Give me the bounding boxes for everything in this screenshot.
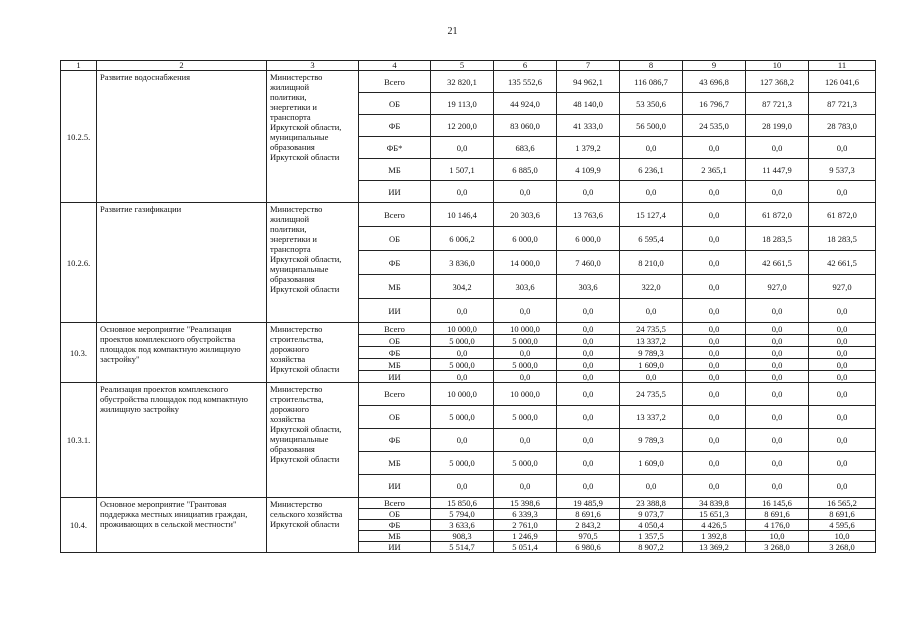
amount-cell: 6 980,6 [557,542,620,553]
amount-cell: 0,0 [809,335,876,347]
amount-cell: 14 000,0 [494,251,557,275]
item-code: 10.3. [61,323,97,383]
amount-cell: 0,0 [620,475,683,498]
amount-cell: 28 199,0 [746,115,809,137]
amount-cell: 6 000,0 [557,227,620,251]
funding-source: ФБ [359,251,431,275]
amount-cell: 0,0 [620,137,683,159]
amount-cell: 41 333,0 [557,115,620,137]
funding-source: МБ [359,159,431,181]
amount-cell: 13 369,2 [683,542,746,553]
amount-cell: 135 552,6 [494,71,557,93]
amount-cell: 970,5 [557,531,620,542]
amount-cell: 0,0 [494,299,557,323]
amount-cell: 927,0 [746,275,809,299]
table-row [61,323,876,335]
amount-cell: 0,0 [494,429,557,452]
amount-cell: 0,0 [557,383,620,406]
amount-cell: 13 337,2 [620,406,683,429]
amount-cell: 6 339,3 [494,509,557,520]
amount-cell: 0,0 [683,299,746,323]
funding-source: ФБ [359,429,431,452]
amount-cell: 0,0 [557,371,620,383]
amount-cell: 0,0 [557,347,620,359]
funding-source: МБ [359,275,431,299]
table-row [61,383,876,406]
budget-table [60,60,876,553]
amount-cell: 13 763,6 [557,203,620,227]
amount-cell: 116 086,7 [620,71,683,93]
funding-source: ОБ [359,509,431,520]
amount-cell: 2 843,2 [557,520,620,531]
amount-cell: 19 113,0 [431,93,494,115]
column-number: 8 [620,61,683,71]
amount-cell: 0,0 [683,137,746,159]
amount-cell: 0,0 [494,347,557,359]
amount-cell: 0,0 [746,137,809,159]
amount-cell: 24 735,5 [620,383,683,406]
amount-cell: 0,0 [557,429,620,452]
amount-cell: 0,0 [809,323,876,335]
amount-cell: 0,0 [431,475,494,498]
funding-source: Всего [359,383,431,406]
item-executor: Министерство строительства, дорожного хозяйства Иркутской области [267,323,359,383]
amount-cell: 87 721,3 [746,93,809,115]
amount-cell: 9 537,3 [809,159,876,181]
amount-cell: 0,0 [557,359,620,371]
amount-cell: 61 872,0 [809,203,876,227]
amount-cell: 20 303,6 [494,203,557,227]
funding-source: Всего [359,498,431,509]
amount-cell: 0,0 [746,371,809,383]
amount-cell: 927,0 [809,275,876,299]
amount-cell: 0,0 [683,452,746,475]
item-executor: Министерство жилищной политики, энергетики и транспорта Иркутской области, муниципальные образования Иркутской области [267,203,359,323]
amount-cell: 0,0 [431,371,494,383]
funding-source: Всего [359,323,431,335]
amount-cell: 24 535,0 [683,115,746,137]
amount-cell: 1 357,5 [620,531,683,542]
amount-cell: 10 000,0 [431,323,494,335]
amount-cell: 0,0 [683,347,746,359]
amount-cell: 0,0 [809,475,876,498]
amount-cell: 1 392,8 [683,531,746,542]
amount-cell: 23 388,8 [620,498,683,509]
amount-cell: 0,0 [683,475,746,498]
amount-cell: 0,0 [683,371,746,383]
amount-cell: 18 283,5 [746,227,809,251]
amount-cell: 1 507,1 [431,159,494,181]
amount-cell: 127 368,2 [746,71,809,93]
amount-cell: 0,0 [683,359,746,371]
amount-cell: 0,0 [431,137,494,159]
funding-source: ФБ [359,347,431,359]
column-number: 9 [683,61,746,71]
item-code: 10.2.5. [61,71,97,203]
amount-cell: 32 820,1 [431,71,494,93]
amount-cell: 2 761,0 [494,520,557,531]
funding-source: МБ [359,531,431,542]
amount-cell: 0,0 [620,181,683,203]
page-number: 21 [447,26,458,37]
amount-cell: 43 696,8 [683,71,746,93]
amount-cell: 0,0 [431,181,494,203]
amount-cell: 5 514,7 [431,542,494,553]
funding-source: МБ [359,452,431,475]
amount-cell: 8 691,6 [557,509,620,520]
funding-source: МБ [359,359,431,371]
amount-cell: 4 595,6 [809,520,876,531]
amount-cell: 0,0 [557,299,620,323]
amount-cell: 908,3 [431,531,494,542]
amount-cell: 0,0 [683,383,746,406]
amount-cell: 9 789,3 [620,429,683,452]
column-number: 6 [494,61,557,71]
amount-cell: 4 176,0 [746,520,809,531]
amount-cell: 0,0 [557,323,620,335]
funding-source: ИИ [359,371,431,383]
amount-cell: 10,0 [809,531,876,542]
amount-cell: 2 365,1 [683,159,746,181]
item-name: Развитие газификации [97,203,267,323]
amount-cell: 19 485,9 [557,498,620,509]
amount-cell: 12 200,0 [431,115,494,137]
amount-cell: 0,0 [809,452,876,475]
amount-cell: 126 041,6 [809,71,876,93]
amount-cell: 6 236,1 [620,159,683,181]
amount-cell: 4 109,9 [557,159,620,181]
item-name: Основное мероприятие "Грантовая поддержка местных инициатив граждан, проживающих в сельской местности" [97,498,267,553]
amount-cell: 83 060,0 [494,115,557,137]
amount-cell: 322,0 [620,275,683,299]
funding-source: ИИ [359,542,431,553]
item-name: Реализация проектов комплексного обустройства площадок под компактную жилищную застройку [97,383,267,498]
amount-cell: 0,0 [494,371,557,383]
amount-cell: 5 000,0 [494,452,557,475]
amount-cell: 10 000,0 [431,383,494,406]
amount-cell: 0,0 [746,299,809,323]
amount-cell: 8 691,6 [746,509,809,520]
amount-cell: 34 839,8 [683,498,746,509]
amount-cell: 5 000,0 [431,335,494,347]
amount-cell: 7 460,0 [557,251,620,275]
amount-cell: 87 721,3 [809,93,876,115]
amount-cell: 10 000,0 [494,323,557,335]
amount-cell: 15 850,6 [431,498,494,509]
amount-cell: 8 210,0 [620,251,683,275]
amount-cell: 0,0 [746,383,809,406]
funding-source: ФБ [359,520,431,531]
amount-cell: 0,0 [683,227,746,251]
funding-source: ОБ [359,335,431,347]
amount-cell: 0,0 [557,475,620,498]
amount-cell: 0,0 [809,406,876,429]
amount-cell: 16 565,2 [809,498,876,509]
funding-source: ИИ [359,299,431,323]
amount-cell: 0,0 [683,429,746,452]
amount-cell: 0,0 [683,335,746,347]
item-name: Основное мероприятие "Реализация проектов комплексного обустройства площадок под компактную жилищную застройку" [97,323,267,383]
amount-cell: 0,0 [683,406,746,429]
amount-cell: 10 000,0 [494,383,557,406]
amount-cell: 15 398,6 [494,498,557,509]
amount-cell: 42 661,5 [746,251,809,275]
amount-cell: 5 000,0 [494,359,557,371]
amount-cell: 0,0 [683,275,746,299]
amount-cell: 5 794,0 [431,509,494,520]
amount-cell: 15 127,4 [620,203,683,227]
item-executor: Министерство жилищной политики, энергетики и транспорта Иркутской области, муниципальные образования Иркутской области [267,71,359,203]
item-executor: Министерство сельского хозяйства Иркутской области [267,498,359,553]
column-number: 2 [97,61,267,71]
column-number: 1 [61,61,97,71]
amount-cell: 42 661,5 [809,251,876,275]
amount-cell: 0,0 [746,359,809,371]
amount-cell: 3 268,0 [746,542,809,553]
amount-cell: 0,0 [746,475,809,498]
amount-cell: 0,0 [809,359,876,371]
amount-cell: 0,0 [746,429,809,452]
amount-cell: 1 609,0 [620,452,683,475]
amount-cell: 0,0 [431,299,494,323]
item-code: 10.2.6. [61,203,97,323]
amount-cell: 0,0 [746,406,809,429]
amount-cell: 683,6 [494,137,557,159]
amount-cell: 28 783,0 [809,115,876,137]
amount-cell: 0,0 [683,323,746,335]
amount-cell: 6 000,0 [494,227,557,251]
amount-cell: 16 796,7 [683,93,746,115]
column-number: 11 [809,61,876,71]
amount-cell: 6 006,2 [431,227,494,251]
amount-cell: 44 924,0 [494,93,557,115]
amount-cell: 0,0 [683,203,746,227]
amount-cell: 0,0 [809,347,876,359]
amount-cell: 94 962,1 [557,71,620,93]
amount-cell: 0,0 [557,181,620,203]
funding-source: ФБ [359,115,431,137]
amount-cell: 3 836,0 [431,251,494,275]
amount-cell: 16 145,6 [746,498,809,509]
amount-cell: 304,2 [431,275,494,299]
amount-cell: 8 691,6 [809,509,876,520]
amount-cell: 13 337,2 [620,335,683,347]
amount-cell: 0,0 [557,452,620,475]
amount-cell: 4 426,5 [683,520,746,531]
amount-cell: 0,0 [683,181,746,203]
funding-source: Всего [359,71,431,93]
amount-cell: 1 246,9 [494,531,557,542]
amount-cell: 0,0 [809,299,876,323]
amount-cell: 5 000,0 [431,452,494,475]
amount-cell: 0,0 [557,335,620,347]
amount-cell: 0,0 [746,335,809,347]
amount-cell: 5 051,4 [494,542,557,553]
column-number: 4 [359,61,431,71]
amount-cell: 0,0 [746,452,809,475]
amount-cell: 48 140,0 [557,93,620,115]
table-row [61,71,876,93]
amount-cell: 3 268,0 [809,542,876,553]
amount-cell: 0,0 [809,137,876,159]
funding-source: Всего [359,203,431,227]
amount-cell: 18 283,5 [809,227,876,251]
amount-cell: 4 050,4 [620,520,683,531]
amount-cell: 303,6 [494,275,557,299]
amount-cell: 3 633,6 [431,520,494,531]
funding-source: ИИ [359,181,431,203]
column-number: 10 [746,61,809,71]
amount-cell: 0,0 [494,181,557,203]
item-executor: Министерство строительства, дорожного хозяйства Иркутской области, муниципальные образования Иркутской области [267,383,359,498]
amount-cell: 9 073,7 [620,509,683,520]
funding-source: ИИ [359,475,431,498]
amount-cell: 61 872,0 [746,203,809,227]
amount-cell: 5 000,0 [494,406,557,429]
amount-cell: 0,0 [809,383,876,406]
column-number-row [61,61,876,71]
amount-cell: 11 447,9 [746,159,809,181]
amount-cell: 15 651,3 [683,509,746,520]
amount-cell: 0,0 [809,429,876,452]
amount-cell: 0,0 [809,371,876,383]
table-row [61,203,876,227]
amount-cell: 0,0 [620,371,683,383]
amount-cell: 0,0 [809,181,876,203]
amount-cell: 0,0 [746,181,809,203]
amount-cell: 0,0 [746,323,809,335]
amount-cell: 8 907,2 [620,542,683,553]
amount-cell: 24 735,5 [620,323,683,335]
amount-cell: 56 500,0 [620,115,683,137]
column-number: 7 [557,61,620,71]
amount-cell: 0,0 [620,299,683,323]
amount-cell: 10,0 [746,531,809,542]
amount-cell: 9 789,3 [620,347,683,359]
amount-cell: 5 000,0 [431,359,494,371]
table-row [61,498,876,509]
amount-cell: 0,0 [746,347,809,359]
amount-cell: 1 379,2 [557,137,620,159]
amount-cell: 0,0 [683,251,746,275]
column-number: 3 [267,61,359,71]
amount-cell: 0,0 [494,475,557,498]
column-number: 5 [431,61,494,71]
amount-cell: 6 885,0 [494,159,557,181]
amount-cell: 0,0 [431,429,494,452]
item-code: 10.4. [61,498,97,553]
item-code: 10.3.1. [61,383,97,498]
amount-cell: 5 000,0 [431,406,494,429]
funding-source: ОБ [359,93,431,115]
amount-cell: 10 146,4 [431,203,494,227]
amount-cell: 5 000,0 [494,335,557,347]
amount-cell: 53 350,6 [620,93,683,115]
item-name: Развитие водоснабжения [97,71,267,203]
funding-source: ОБ [359,227,431,251]
amount-cell: 303,6 [557,275,620,299]
funding-source: ФБ* [359,137,431,159]
amount-cell: 0,0 [431,347,494,359]
funding-source: ОБ [359,406,431,429]
amount-cell: 1 609,0 [620,359,683,371]
amount-cell: 0,0 [557,406,620,429]
amount-cell: 6 595,4 [620,227,683,251]
